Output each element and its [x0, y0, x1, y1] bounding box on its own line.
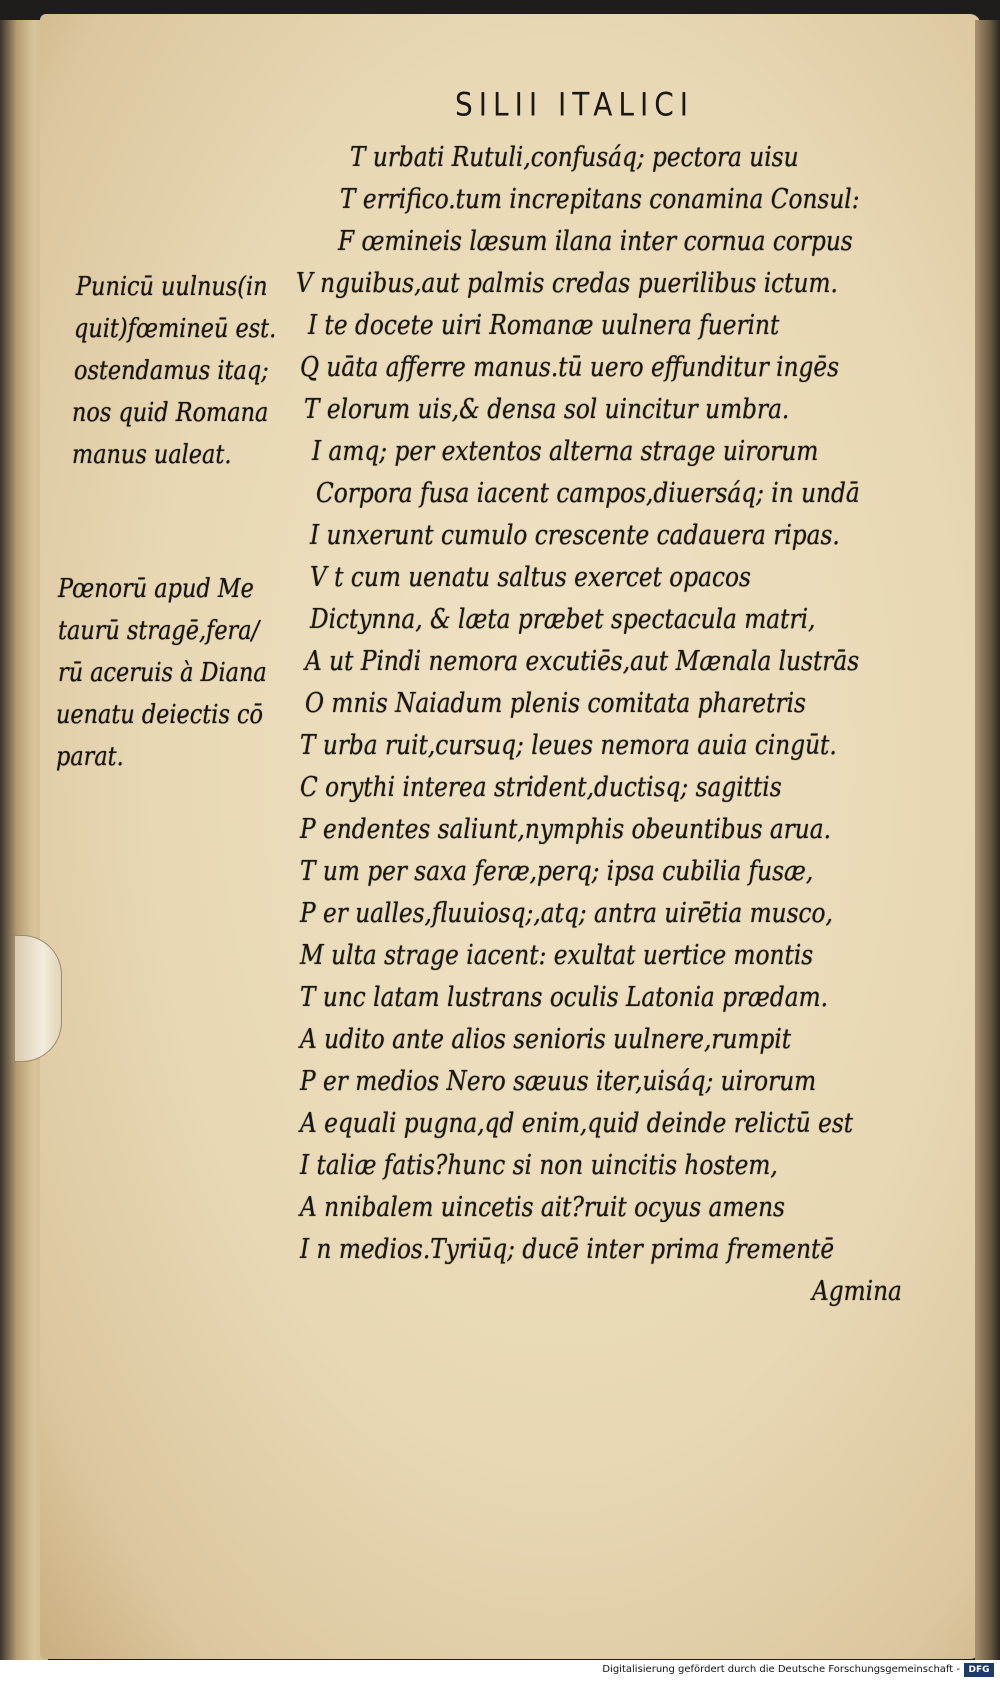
page-tab-marker [14, 935, 62, 1062]
verse-line: Dictynna, & læta præbet spectacula matri, [310, 604, 816, 635]
margin-note-line: rū aceruis à Diana [58, 658, 267, 688]
verse-line: A equali pugna,qd enim,quid deinde relictū est [300, 1108, 854, 1139]
verse-line: I amq; per extentos alterna strage uirorum [312, 436, 819, 467]
margin-note-line: Pœnorū apud Me [58, 574, 254, 604]
book-right-edge [975, 20, 1000, 1660]
verse-line: O mnis Naiadum plenis comitata pharetris [305, 688, 806, 719]
margin-note-line: nos quid Romana [72, 398, 269, 428]
margin-note-line: Punicū uulnus(in [76, 272, 268, 302]
margin-note-line: quit)fœmineū est. [74, 314, 277, 344]
verse-line: I unxerunt cumulo crescente cadauera ripas. [310, 520, 840, 551]
margin-note-line: uenatu deiectis cō [56, 700, 264, 730]
running-header: SILII ITALICI [455, 85, 695, 124]
verse-line: C orythi interea strident,ductisq; sagittis [300, 772, 782, 803]
verse-line: I te docete uiri Romanæ uulnera fuerint [308, 310, 780, 341]
verse-line: I n medios.Tyriūq; ducē inter prima frementē [300, 1234, 835, 1265]
catchword: Agmina [812, 1276, 902, 1307]
verse-line: F œmineis læsum ilana inter cornua corpus [338, 226, 853, 257]
verse-line: V nguibus,aut palmis credas puerilibus ictum. [296, 268, 838, 299]
verse-line: A udito ante alios senioris uulnere,rumpit [300, 1024, 792, 1055]
verse-line: T um per saxa feræ,perq; ipsa cubilia fusæ, [300, 856, 814, 887]
verse-line: P endentes saliunt,nymphis obeuntibus arua. [300, 814, 831, 845]
verse-line: T unc latam lustrans oculis Latonia prædam. [300, 982, 828, 1013]
verse-line: A ut Pindi nemora excutiēs,aut Mænala lustrās [305, 646, 860, 677]
verse-line: T elorum uis,& densa sol uincitur umbra. [304, 394, 790, 425]
verse-line: M ulta strage iacent: exultat uertice montis [300, 940, 814, 971]
verse-line: T urbati Rutuli,confusáq; pectora uisu [350, 142, 799, 173]
margin-note-line: taurū stragē,fera/ [58, 616, 260, 646]
dfg-logo: DFG [964, 1663, 994, 1677]
margin-note-line: parat. [56, 742, 124, 772]
verse-line: V t cum uenatu saltus exercet opacos [310, 562, 751, 593]
verse-line: Q uāta afferre manus.tū uero effunditur ingēs [300, 352, 840, 383]
margin-note-line: ostendamus itaq; [74, 356, 269, 386]
verse-line: I taliæ fatis?hunc si non uincitis hostem, [300, 1150, 778, 1181]
verse-line: Corpora fusa iacent campos,diuersáq; in undā [316, 478, 860, 509]
margin-note-line: manus ualeat. [72, 440, 232, 470]
verse-line: T errifico.tum increpitans conamina Consul: [340, 184, 860, 215]
verse-line: T urba ruit,cursuq; leues nemora auia cingūt. [300, 730, 837, 761]
funding-credit: Digitalisierung gefördert durch die Deutsche Forschungsgemeinschaft - [602, 1664, 960, 1675]
verse-line: A nnibalem uincetis ait?ruit ocyus amens [300, 1192, 785, 1223]
verse-line: P er ualles,fluuiosq;,atq; antra uirētia musco, [300, 898, 833, 929]
verse-line: P er medios Nero sæuus iter,uisáq; uirorum [300, 1066, 817, 1097]
